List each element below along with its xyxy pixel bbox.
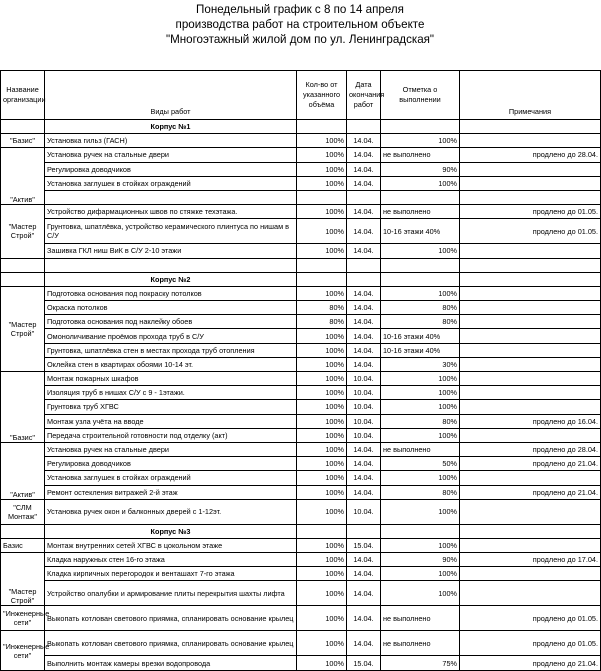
table-row — [1, 148, 601, 162]
mark-cell: 100% — [381, 538, 460, 552]
date-cell: 14.04. — [347, 315, 381, 329]
header-note: Примечания — [460, 71, 601, 120]
date-cell: 14.04. — [347, 176, 381, 190]
qty-cell: 100% — [297, 219, 347, 244]
mark-cell: 100% — [381, 386, 460, 400]
note-cell — [460, 343, 601, 357]
mark-cell: 100% — [381, 567, 460, 581]
work-cell: Регулировка доводчиков — [45, 457, 297, 471]
org-cell: "Мастер Строй" — [1, 553, 45, 606]
note-cell — [460, 428, 601, 442]
table-row — [1, 567, 601, 581]
work-cell: Грунтовка, шпатлёвка стен в местах прохода труб отопления — [45, 343, 297, 357]
qty-cell: 100% — [297, 485, 347, 499]
note-cell: продлено до 21.04. — [460, 457, 601, 471]
mark-cell: 100% — [381, 176, 460, 190]
title-line-2: производства работ на строительном объекте — [175, 18, 425, 31]
org-cell: "Инженерные сети" — [1, 606, 45, 631]
mark-cell: 80% — [381, 485, 460, 499]
table-row — [1, 357, 601, 371]
mark-cell: не выполнено — [381, 442, 460, 456]
work-cell: Устройство дифармационных швов по стяжке техэтажа. — [45, 205, 297, 219]
qty-cell: 100% — [297, 499, 347, 524]
note-cell — [460, 538, 601, 552]
header-qty: Кол-во от указанного объёма — [297, 71, 347, 120]
mark-cell: 80% — [381, 414, 460, 428]
note-cell — [460, 357, 601, 371]
qty-cell: 80% — [297, 301, 347, 315]
note-cell: продлено до 01.05. — [460, 219, 601, 244]
work-cell: Установка ручек на стальные двери — [45, 442, 297, 456]
qty-cell: 100% — [297, 134, 347, 148]
qty-cell: 100% — [297, 553, 347, 567]
qty-cell: 100% — [297, 205, 347, 219]
note-cell: продлено до 21.04. — [460, 485, 601, 499]
note-cell — [460, 301, 601, 315]
qty-cell: 100% — [297, 372, 347, 386]
table-row — [1, 631, 601, 656]
table-row — [1, 386, 601, 400]
table-row — [1, 162, 601, 176]
date-cell: 15.04. — [347, 538, 381, 552]
mark-cell: 90% — [381, 553, 460, 567]
title-line-3: "Многоэтажный жилой дом по ул. Ленинградская" — [165, 33, 435, 46]
mark-cell: 80% — [381, 315, 460, 329]
date-cell: 10.04. — [347, 414, 381, 428]
work-cell: Монтаж пожарных шкафов — [45, 372, 297, 386]
work-cell: Установка ручек окон и балконных дверей с 1-12эт. — [45, 499, 297, 524]
table-row — [1, 400, 601, 414]
date-cell: 14.04. — [347, 471, 381, 485]
org-cell: "Актив" — [1, 148, 45, 205]
qty-cell: 100% — [297, 414, 347, 428]
qty-cell: 100% — [297, 162, 347, 176]
date-cell: 10.04. — [347, 499, 381, 524]
mark-cell: 100% — [381, 471, 460, 485]
mark-cell: 30% — [381, 357, 460, 371]
qty-cell: 100% — [297, 286, 347, 300]
org-cell: "Базис" — [1, 372, 45, 443]
work-cell: Установка ручек на стальные двери — [45, 148, 297, 162]
table-row — [1, 499, 601, 524]
note-cell — [460, 315, 601, 329]
work-cell: Выкопать котлован светового приямка, спланировать основание крылец — [45, 631, 297, 656]
table-row — [1, 471, 601, 485]
date-cell: 10.04. — [347, 428, 381, 442]
qty-cell: 100% — [297, 471, 347, 485]
org-cell: "СЛМ Монтаж" — [1, 499, 45, 524]
date-cell: 14.04. — [347, 162, 381, 176]
title-line-1: Понедельный график с 8 по 14 апреля — [196, 3, 404, 16]
table-row — [1, 414, 601, 428]
mark-cell: 100% — [381, 286, 460, 300]
date-cell: 14.04. — [347, 553, 381, 567]
mark-cell: 10-16 этажи 40% — [381, 329, 460, 343]
header-date: Дата окончания работ — [347, 71, 381, 120]
mark-cell: 10-16 этажи 40% — [381, 343, 460, 357]
table-row — [1, 442, 601, 456]
table-row — [1, 301, 601, 315]
mark-cell: не выполнено — [381, 631, 460, 656]
section-row — [1, 120, 601, 134]
table-row — [1, 205, 601, 219]
work-cell: Изоляция труб в нишах С/У с 9 - 1этажи. — [45, 386, 297, 400]
work-cell: Зашивка ГКЛ ниш ВиК в С/У 2-10 этажи — [45, 244, 297, 258]
date-cell: 14.04. — [347, 606, 381, 631]
note-cell: продлено до 28.04. — [460, 148, 601, 162]
mark-cell: не выполнено — [381, 148, 460, 162]
date-cell: 14.04. — [347, 286, 381, 300]
work-cell: Кладка наружных стен 16-го этажа — [45, 553, 297, 567]
table-row — [1, 329, 601, 343]
work-cell: Выполнить монтаж камеры врезки водопровода — [45, 656, 297, 670]
note-cell — [460, 471, 601, 485]
note-cell: продлено до 17.04. — [460, 553, 601, 567]
note-cell — [460, 372, 601, 386]
work-cell: Установка заглушек в стойках ограждений — [45, 471, 297, 485]
table-row — [1, 343, 601, 357]
qty-cell: 100% — [297, 567, 347, 581]
qty-cell: 100% — [297, 606, 347, 631]
table-row — [1, 606, 601, 631]
qty-cell: 100% — [297, 538, 347, 552]
note-cell: продлено до 01.05. — [460, 606, 601, 631]
qty-cell: 100% — [297, 428, 347, 442]
note-cell — [460, 162, 601, 176]
mark-cell: не выполнено — [381, 606, 460, 631]
date-cell: 15.04. — [347, 656, 381, 670]
table-row — [1, 244, 601, 258]
date-cell: 14.04. — [347, 148, 381, 162]
mark-cell: 90% — [381, 162, 460, 176]
date-cell: 14.04. — [347, 244, 381, 258]
work-cell: Устройство опалубки и армирование плиты перекрытия шахты лифта — [45, 581, 297, 606]
qty-cell: 100% — [297, 343, 347, 357]
work-cell: Грунтовка труб ХГВС — [45, 400, 297, 414]
org-cell: "Базис" — [1, 134, 45, 148]
work-cell: Омоноличивание проёмов прохода труб в С/У — [45, 329, 297, 343]
note-cell: продлено до 28.04. — [460, 442, 601, 456]
date-cell: 14.04. — [347, 219, 381, 244]
qty-cell: 100% — [297, 581, 347, 606]
note-cell — [460, 400, 601, 414]
work-cell: Регулировка доводчиков — [45, 162, 297, 176]
date-cell: 14.04. — [347, 329, 381, 343]
table-row — [1, 219, 601, 244]
table-row — [1, 176, 601, 190]
date-cell: 10.04. — [347, 372, 381, 386]
work-cell: Окраска потолков — [45, 301, 297, 315]
mark-cell: 80% — [381, 301, 460, 315]
qty-cell: 100% — [297, 442, 347, 456]
qty-cell: 100% — [297, 357, 347, 371]
note-cell — [460, 134, 601, 148]
qty-cell: 100% — [297, 148, 347, 162]
date-cell: 14.04. — [347, 457, 381, 471]
qty-cell: 100% — [297, 329, 347, 343]
org-cell: Базис — [1, 538, 45, 552]
document-title — [0, 0, 600, 50]
mark-cell: 50% — [381, 457, 460, 471]
mark-cell: 100% — [381, 134, 460, 148]
work-cell — [45, 190, 297, 204]
work-cell: Монтаж внутренних сетей ХГВС в цокольном этаже — [45, 538, 297, 552]
header-mark: Отметка о выполнении — [381, 71, 460, 120]
date-cell: 14.04. — [347, 631, 381, 656]
note-cell — [460, 581, 601, 606]
qty-cell: 100% — [297, 386, 347, 400]
note-cell — [460, 499, 601, 524]
mark-cell: 100% — [381, 244, 460, 258]
table-row — [1, 315, 601, 329]
note-cell — [460, 176, 601, 190]
qty-cell: 100% — [297, 656, 347, 670]
table-row — [1, 190, 601, 204]
table-row — [1, 134, 601, 148]
date-cell: 14.04. — [347, 205, 381, 219]
section-title: Корпус №3 — [45, 524, 297, 538]
note-cell: продлено до 01.05. — [460, 205, 601, 219]
work-cell: Ремонт остекления витражей 2-й этаж — [45, 485, 297, 499]
table-row — [1, 538, 601, 552]
date-cell: 14.04. — [347, 567, 381, 581]
qty-cell: 100% — [297, 176, 347, 190]
date-cell: 14.04. — [347, 485, 381, 499]
work-cell: Установка гильз (ГАСН) — [45, 134, 297, 148]
table-row — [1, 581, 601, 606]
section-row — [1, 272, 601, 286]
date-cell: 10.04. — [347, 386, 381, 400]
table-row — [1, 258, 601, 272]
mark-cell: 75% — [381, 656, 460, 670]
section-row — [1, 524, 601, 538]
date-cell: 14.04. — [347, 442, 381, 456]
date-cell: 14.04. — [347, 343, 381, 357]
mark-cell: 10-16 этажи 40% — [381, 219, 460, 244]
mark-cell: 100% — [381, 581, 460, 606]
org-cell: "Инженерные сети" — [1, 631, 45, 670]
section-title: Корпус №2 — [45, 272, 297, 286]
date-cell: 14.04. — [347, 357, 381, 371]
table-row — [1, 553, 601, 567]
note-cell: продлено до 16.04. — [460, 414, 601, 428]
org-cell: "Актив" — [1, 442, 45, 499]
mark-cell: 100% — [381, 372, 460, 386]
table-row — [1, 656, 601, 670]
work-cell: Передача строительной готовности под отделку (акт) — [45, 428, 297, 442]
work-cell: Грунтовка, шпатлёвка, устройство керамического плинтуса по нишам в С/У — [45, 219, 297, 244]
note-cell — [460, 286, 601, 300]
qty-cell: 100% — [297, 244, 347, 258]
note-cell — [460, 567, 601, 581]
work-cell: Кладка кирпичных перегородок и венташахт 7-го этажа — [45, 567, 297, 581]
mark-cell: 100% — [381, 400, 460, 414]
qty-cell: 100% — [297, 631, 347, 656]
mark-cell: 100% — [381, 499, 460, 524]
qty-cell: 100% — [297, 400, 347, 414]
schedule-table — [0, 70, 601, 671]
work-cell: Подготовка основания под покраску потолков — [45, 286, 297, 300]
qty-cell: 80% — [297, 315, 347, 329]
header-work: Виды работ — [45, 71, 297, 120]
note-cell: продлено до 01.05. — [460, 631, 601, 656]
note-cell — [460, 244, 601, 258]
note-cell — [460, 329, 601, 343]
table-row — [1, 485, 601, 499]
org-cell: "Мастер Строй" — [1, 205, 45, 258]
date-cell: 14.04. — [347, 301, 381, 315]
work-cell: Оклейка стен в квартирах обоями 10-14 эт. — [45, 357, 297, 371]
table-row — [1, 457, 601, 471]
org-cell: "Мастер Строй" — [1, 286, 45, 371]
date-cell: 10.04. — [347, 400, 381, 414]
note-cell — [460, 386, 601, 400]
qty-cell: 100% — [297, 457, 347, 471]
table-row — [1, 372, 601, 386]
work-cell: Выкопать котлован светового приямка, спланировать основание крылец — [45, 606, 297, 631]
work-cell: Монтаж узла учёта на вводе — [45, 414, 297, 428]
work-cell: Подготовка основания под наклейку обоев — [45, 315, 297, 329]
work-cell: Установка заглушек в стойках ограждений — [45, 176, 297, 190]
mark-cell: не выполнено — [381, 205, 460, 219]
date-cell: 14.04. — [347, 581, 381, 606]
table-row — [1, 428, 601, 442]
section-title: Корпус №1 — [45, 120, 297, 134]
header-row — [1, 71, 601, 120]
mark-cell: 100% — [381, 428, 460, 442]
date-cell: 14.04. — [347, 134, 381, 148]
table-row — [1, 286, 601, 300]
header-org: Название организации — [1, 71, 45, 120]
note-cell: продлено до 21.04. — [460, 656, 601, 670]
